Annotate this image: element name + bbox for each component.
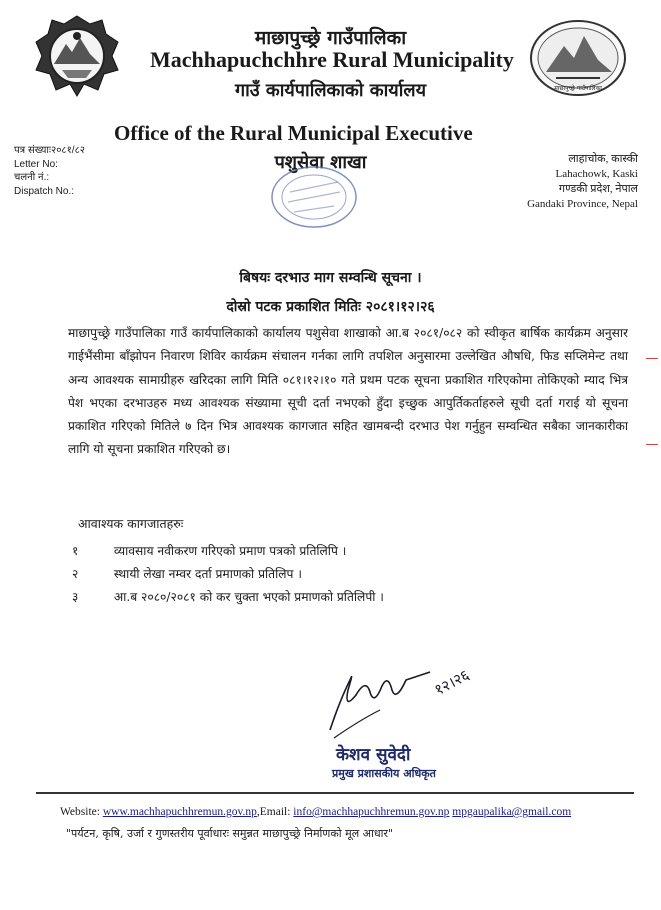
address-line: लाहाचोक, कास्की: [568, 153, 638, 165]
signature-date: १२।२६: [431, 665, 473, 700]
item-number: ३: [72, 590, 79, 604]
reference-block: [14, 144, 85, 198]
signatory-role: प्रमुख प्रशासकीय अधिकृत: [332, 767, 436, 780]
item-text: व्यावसाय नवीकरण गरिएको प्रमाण पत्रको प्रतिलिपि ।: [113, 544, 347, 558]
svg-text:माछापुच्छ्रे गाउँपालिका: माछापुच्छ्रे गाउँपालिका: [554, 85, 602, 92]
website-link[interactable]: www.machhapuchhremun.gov.np: [102, 806, 257, 818]
website-label: Website:: [60, 806, 100, 818]
address-line: गण्डकी प्रदेश, नेपाल: [558, 183, 638, 195]
list-item: [72, 588, 384, 605]
item-text: आ.ब २०८०/२०८१ को कर चुक्ता भएको प्रमाणको प्रतिलिपी ।: [113, 590, 384, 604]
office-name-en: Office of the Rural Municipal Executive: [114, 121, 473, 145]
item-text: स्थायी लेखा नम्वर दर्ता प्रमाणको प्रतिलिप ।: [113, 567, 302, 581]
documents-title: आवाश्यक कागजातहरुः: [78, 516, 184, 531]
municipality-name-np: माछापुच्छ्रे गाउँपालिका: [254, 27, 407, 49]
margin-mark: [646, 358, 658, 359]
municipality-name-en: Machhapuchchhre Rural Municipality: [150, 47, 514, 72]
margin-mark: [646, 444, 658, 445]
section-name: पशुसेवा शाखा: [274, 152, 367, 173]
publication-date: दोस्रो पटक प्रकाशित मितिः २०८१।१२।२६: [226, 299, 435, 315]
dispatch-no-en: Dispatch No.:: [14, 185, 75, 197]
footer-contact: [60, 806, 571, 818]
notice-subject: बिषयः दरभाउ माग सम्वन्धि सूचना ।: [239, 270, 422, 286]
footer-divider: [36, 792, 634, 794]
address-line: Gandaki Province, Nepal: [527, 198, 638, 210]
list-item: [72, 565, 302, 582]
address-line: Lahachowk, Kaski: [555, 168, 638, 180]
list-item: [72, 542, 346, 559]
email-label: ,Email:: [256, 806, 291, 818]
item-number: २: [72, 567, 79, 581]
footer-slogan: "पर्यटन, कृषि, उर्जा र गुणस्तरीय पूर्वाधारः समुन्नत माछापुच्छ्रे निर्माणको मूल आधार": [66, 827, 394, 840]
item-number: १: [72, 544, 79, 558]
handwritten-signature: [320, 640, 500, 750]
notice-body: माछापुच्छ्रे गाउँपालिका गाउँ कार्यपालिकाको कार्यालय पशुसेवा शाखाको आ.ब २०८१/०८२ को स्वीकृत बार्षिक कार्यक्रम अनुसार गाईभैंसीमा बाँझोपन निवारण शिविर कार्यक्रम संचालन गर्नका लागि तपशिल अनुसारमा उल्लेखित औषधि, फिड सप्लिमेन्ट तथा अन्य आवश्यक सामाग्रीहरु खरिदका लागि मिति ०८१।१२।१० गते प्रथम पटक सूचना प्रकाशित गरिएकोमा तोकिएको म्याद भित्र पेश भएका दरभाउहरु मध्य आवश्यक संख्यामा सूची दर्ता नभएको हुँदा इच्छुक आपुर्तिकर्ताहरुले सूची दर्ता गराई यो सूचना प्रकाशित गरिएको मितिले ७ दिन भित्र आवश्यक कागजात सहित खामबन्दी दरभाउ पेश गर्नुहुन सम्वन्धित सबैका जानकारीका लागि यो सूचना प्रकाशित गरिएको छ।: [68, 326, 628, 457]
letter-no-en: Letter No:: [14, 158, 58, 170]
letter-no-np: पत्र संख्याः२०८१/८२: [14, 145, 85, 156]
email-link-secondary[interactable]: mpgaupalika@gmail.com: [452, 806, 572, 818]
email-link[interactable]: info@machhapuchhremun.gov.np: [293, 806, 450, 818]
signatory-name: केशव सुवेदी: [336, 745, 411, 765]
dispatch-no-np: चलनी नं.:: [14, 172, 50, 183]
office-stamp-icon: [268, 162, 360, 232]
address-block: [498, 152, 638, 212]
office-name-np: गाउँ कार्यपालिकाको कार्यालय: [234, 80, 427, 101]
